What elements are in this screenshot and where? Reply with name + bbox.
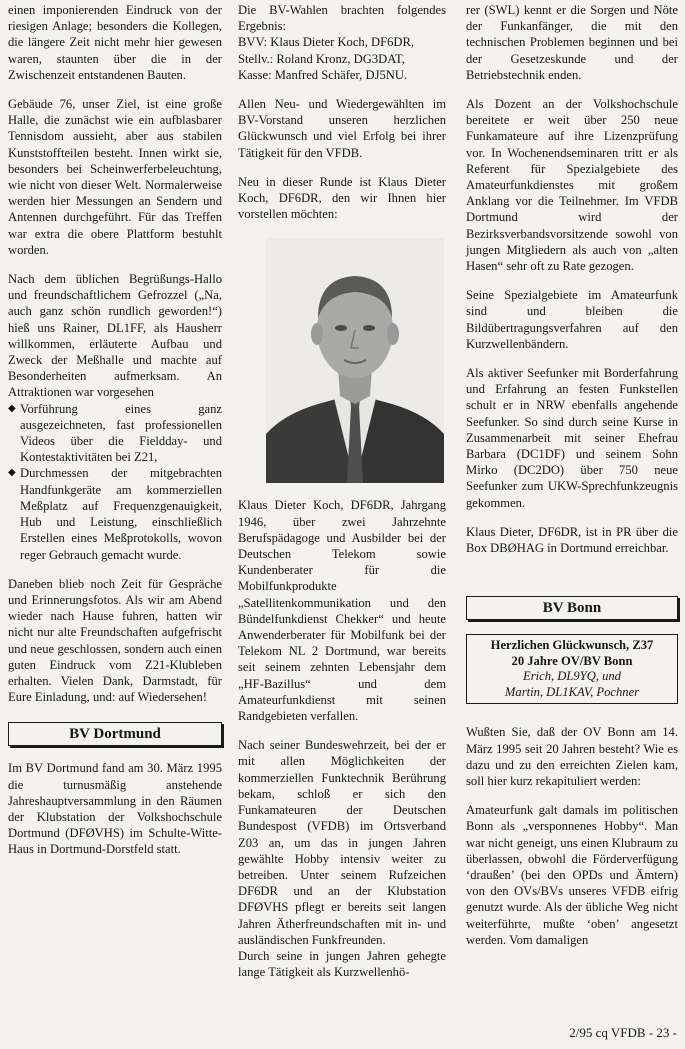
article-subtitle: 20 Jahre OV/BV Bonn xyxy=(511,653,633,668)
paragraph: Allen Neu- und Wiedergewählten im BV-Vorstand unseren herzlichen Glückwunsch und viel Erfolg bei ihrer Tätigkeit für den VFDB. xyxy=(238,97,446,160)
paragraph: Nach seiner Bundeswehrzeit, bei der er mit allen Möglichkeiten der kommerziellen Funktechnik Berührung bekam, schloß er sich den Funkamateuren der Deutschen Bundespost (VFDB) im Ortsverband Z03 an, um das in jungen Jahren gewählte Hobby intensiv weiter zu betreiben. Unter seinem Rufzeichen DF6DR und an der Klubstation DFØVHS pflegt er bereits seit langen Jahren Ätherfreundschaften mit in- und ausländischen Funkfreunden. xyxy=(238,738,446,947)
paragraph: Im BV Dortmund fand am 30. März 1995 die turnusmäßig anstehende Jahreshauptversammlung in den Räumen der Klubstation der Volkshochschule Dortmund (DFØVHS) im Schulte-Witte-Haus in Dortmund-Dorstfeld statt. xyxy=(8,761,222,857)
article-title-box xyxy=(466,634,678,704)
paragraph: Gebäude 76, unser Ziel, ist eine große Halle, die zunächst wie ein aufblasbarer Tennisdom aussieht, aber aus stabilen Kunststoffteilen besteht. Innen wirkt sie, besonders bei Scheinwerferbeleuchtung, wie nicht von dieser Welt. Normalerweise werden hier Messungen an Sendern und Antennen durchgeführt. Für das Treffen war extra die obere Plattform bestuhlt worden. xyxy=(8,97,222,257)
paragraph: Klaus Dieter Koch, DF6DR, Jahrgang 1946, über zwei Jahrzehnte Berufspädagoge und Ausbilder bei der Deutschen Telekom sowie Kundenberater für die Mobilfunkprodukte „Satellitenkommunikation und den Bündelfunkdienst Chekker“ und heute Anwenderberater für Mobilfunk bei der Telekom NL 2 Dortmund, war bereits seit seinem zehnten Lebensjahr dem „HF-Bazillus“ und dem Amateurfunkdienst mit seinen Randgebieten verfallen. xyxy=(238,498,446,724)
paragraph: Neu in dieser Runde ist Klaus Dieter Koch, DF6DR, den wir Ihnen hier vorstellen möchten: xyxy=(238,174,446,222)
paragraph: Nach dem üblichen Begrüßungs-Hallo und freundschaftlichem Gefrozzel („Na, auch ganz schön rundlich geworden!“) hieß uns Rainer, DL1FF, als Hausherr willkommen, erläuterte Aufbau und Zweck der Meßhalle und machte auf Besonderheiten aufmerksam. An Attraktionen war vorgesehen xyxy=(8,272,222,400)
section-header-bv-dortmund: BV Dortmund xyxy=(8,722,222,746)
section-header-bv-bonn: BV Bonn xyxy=(466,596,678,620)
paragraph: einen imponierenden Eindruck von der riesigen Anlage; besonders die Kollegen, die längere Zeit nicht mehr hier gewesen waren, staunten über die in der Zwischenzeit entstandenen Bauten. xyxy=(8,3,222,82)
paragraph: Daneben blieb noch Zeit für Gespräche und Erinnerungsfotos. Als wir am Abend wieder nach Hause fuhren, hatten wir nicht nur alte Freundschaften aufgefrischt und neue geschlossen, sondern auch einen guten Eindruck vom Z21-Klubleben erhalten. Vielen Dank, Darmstadt, für Eure Einladung, und: auf Wiedersehen! xyxy=(8,576,222,705)
column-left xyxy=(8,2,222,871)
result-line: BVV: Klaus Dieter Koch, DF6DR, xyxy=(238,35,415,50)
attraction-list xyxy=(8,401,222,563)
column-middle xyxy=(238,2,446,993)
result-line: Stellv.: Roland Kronz, DG3DAT, xyxy=(238,51,405,66)
article-title: Herzlichen Glückwunsch, Z37 xyxy=(490,638,654,653)
paragraph: rer (SWL) kennt er die Sorgen und Nöte der Funkanfänger, die mit den technischen Problemen beginnen und bei der Gesetzeskunde und der Betriebstechnik enden. xyxy=(466,3,678,82)
paragraph: Die BV-Wahlen brachten folgendes Ergebnis: xyxy=(238,3,446,34)
result-line: Kasse: Manfred Schäfer, DJ5NU. xyxy=(238,67,408,82)
paragraph: Wußten Sie, daß der OV Bonn am 14. März 1995 seit 20 Jahren besteht? Wie es dazu und zu den erreichten Zielen kam, soll hier kurz rekapituliert werden: xyxy=(466,725,678,788)
paragraph: Amateurfunk galt damals im politischen Bonn als „versponnenes Hobby“. Man war nicht geneigt, uns einen Klubraum zu überlassen, obwohl die Förderverfügung ‘draußen’ (bei den OPDs und Ämtern) von den OVs/BVs unseres VFDB eifrig genutzt wurde. Als der übliche Weg nicht weiterführte, mußte ‘oben’ angesetzt werden. Vom damaligen xyxy=(466,803,678,947)
election-results xyxy=(238,34,446,83)
paragraph: Als Dozent an der Volkshochschule bereitete er weit über 250 neue Funkamateure auf ihre Lizenzprüfung vor. In Wochenendseminaren tritt er als Referent für Spezialgebiete des Amateurfunkdienstes mit großem Anklang vor die Teilnehmer. Im VFDB Dortmund wird der Bezirksverbandsvorsitzende sowohl von jungen Mitgliedern als auch von „alten Hasen“ sehr oft zu Rate gezogen. xyxy=(466,97,678,274)
page-footer: 2/95 cq VFDB - 23 - xyxy=(569,1025,677,1040)
portrait-photo xyxy=(266,238,444,483)
article-author: Martin, DL1KAV, Pochner xyxy=(504,684,640,699)
column-right xyxy=(466,2,678,961)
list-item xyxy=(8,465,222,562)
diamond-bullet-icon: ◆ xyxy=(8,467,16,479)
portrait-image xyxy=(266,238,444,483)
article-author: Erich, DL9YQ, und xyxy=(523,669,621,684)
paragraph: Klaus Dieter, DF6DR, ist in PR über die Box DBØHAG in Dortmund erreichbar. xyxy=(466,524,678,556)
list-item-text: Vorführung eines ganz ausgezeichneten, fast professionellen Videos über die Fieldday- und Kontestaktivitäten bei Z21, xyxy=(20,401,222,465)
diamond-bullet-icon: ◆ xyxy=(8,402,16,414)
paragraph: Seine Spezialgebiete im Amateurfunk sind und bleiben die Bildübertragungsverfahren auf den Kurzwellenbändern. xyxy=(466,288,678,351)
paragraph: Durch seine in jungen Jahren gehegte lange Tätigkeit als Kurzwellenhö- xyxy=(238,948,446,980)
list-item xyxy=(8,401,222,466)
paragraph: Als aktiver Seefunker mit Borderfahrung und Erfahrung an festen Funkstellen schult er in NRW ebenfalls angehende Seefunker. So sind durch seine Kurse in Zusammenarbeit mit seiner Ehefrau Barbara (DC1DF) und seinem Sohn Mirko (DC2DO) über 750 neue Seefunker zum UKW-Sprechfunkzeugnis gekommen. xyxy=(466,366,678,510)
list-item-text: Durchmessen der mitgebrachten Handfunkgeräte am kommerziellen Meßplatz auf Frequenzgenauigkeit, Hub und Leistung, einschließlich Erstellen eines Meßprotokolls, wovon reger Gebrauch gemacht wurde. xyxy=(20,466,222,562)
